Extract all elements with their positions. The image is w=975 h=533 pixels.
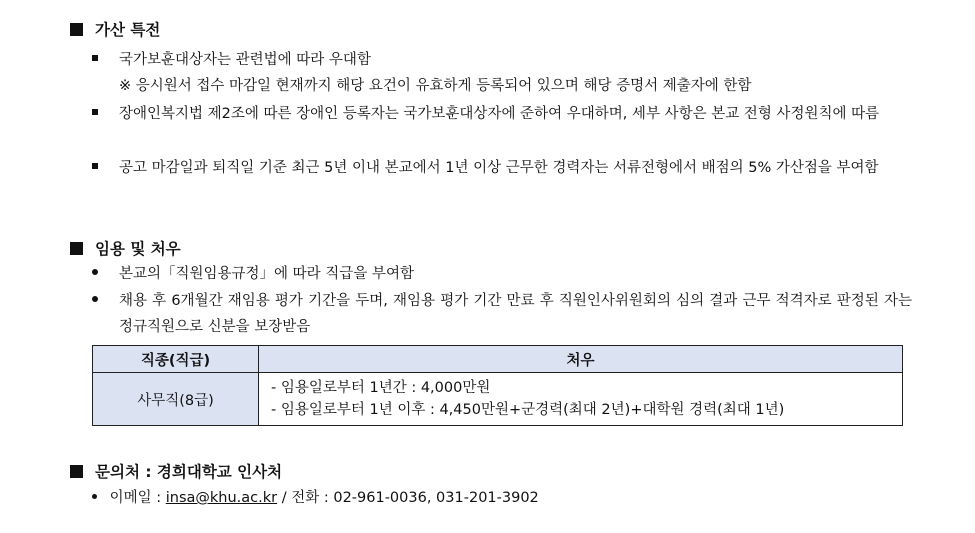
- bonus-item-note: ※ 응시원서 접수 마감일 현재까지 해당 요건이 유효하게 등록되어 있으며 해당 증명서 제출자에 한함: [119, 78, 752, 94]
- small-square-bullet-icon: [92, 155, 112, 181]
- employment-item-1: [92, 261, 912, 287]
- table-header-row: [93, 346, 903, 373]
- treatment-line: - 임용일로부터 1년 이후 : 4,450만원+군경력(최대 2년)+대학원 경력(최대 1년): [271, 402, 785, 418]
- phone-label: 전화 :: [291, 490, 329, 506]
- square-bullet-icon: [70, 242, 83, 255]
- email-label: 이메일 :: [109, 490, 162, 506]
- section-title-text: 문의처 : 경희대학교 인사처: [95, 463, 283, 481]
- table-cell-rank: 사무직(8급): [93, 373, 259, 426]
- compensation-table: [92, 345, 903, 426]
- section-title-contact: [70, 460, 282, 482]
- section-title-text: 가산 특전: [95, 21, 161, 39]
- square-bullet-icon: [70, 23, 83, 36]
- email-link[interactable]: insa@khu.ac.kr: [165, 490, 278, 506]
- bonus-item-text: 공고 마감일과 퇴직일 기준 최근 5년 이내 본교에서 1년 이상 근무한 경력자는 서류전형에서 배점의 5% 가산점을 부여함: [119, 160, 879, 176]
- dot-bullet-icon: [92, 261, 112, 287]
- bonus-item-text: 국가보훈대상자는 관련법에 따라 우대함: [119, 52, 371, 68]
- bonus-item-1: [92, 47, 912, 99]
- separator: /: [281, 490, 287, 506]
- bonus-item-2: [92, 101, 912, 127]
- employment-item-text: 채용 후 6개월간 재임용 평가 기간을 두며, 재임용 평가 기간 만료 후 직원인사위원회의 심의 결과 근무 적격자로 판정된 자는 정규직원으로 신분을 보장받음: [119, 293, 912, 335]
- phone-numbers: 02-961-0036, 031-201-3902: [333, 490, 539, 506]
- bonus-item-text: 장애인복지법 제2조에 따른 장애인 등록자는 국가보훈대상자에 준하여 우대하며, 세부 사항은 본교 전형 사정원칙에 따름: [119, 106, 880, 122]
- treatment-line: - 임용일로부터 1년간 : 4,000만원: [271, 380, 491, 396]
- employment-item-2: [92, 288, 912, 340]
- section-title-bonus: [70, 18, 160, 40]
- employment-item-text: 본교의「직원임용규정」에 따라 직급을 부여함: [119, 266, 414, 282]
- bonus-item-3: [92, 155, 912, 181]
- section-title-text: 임용 및 처우: [95, 240, 181, 258]
- dot-bullet-icon: [92, 288, 112, 314]
- small-square-bullet-icon: [92, 47, 112, 73]
- table-row: [93, 373, 903, 426]
- table-cell-treatment: [259, 373, 903, 426]
- dot-bullet-icon: [92, 494, 97, 499]
- square-bullet-icon: [70, 465, 83, 478]
- table-header-treatment: 처우: [259, 346, 903, 373]
- contact-line: [92, 486, 539, 510]
- section-title-employment: [70, 237, 181, 259]
- small-square-bullet-icon: [92, 101, 112, 127]
- table-header-rank: 직종(직급): [93, 346, 259, 373]
